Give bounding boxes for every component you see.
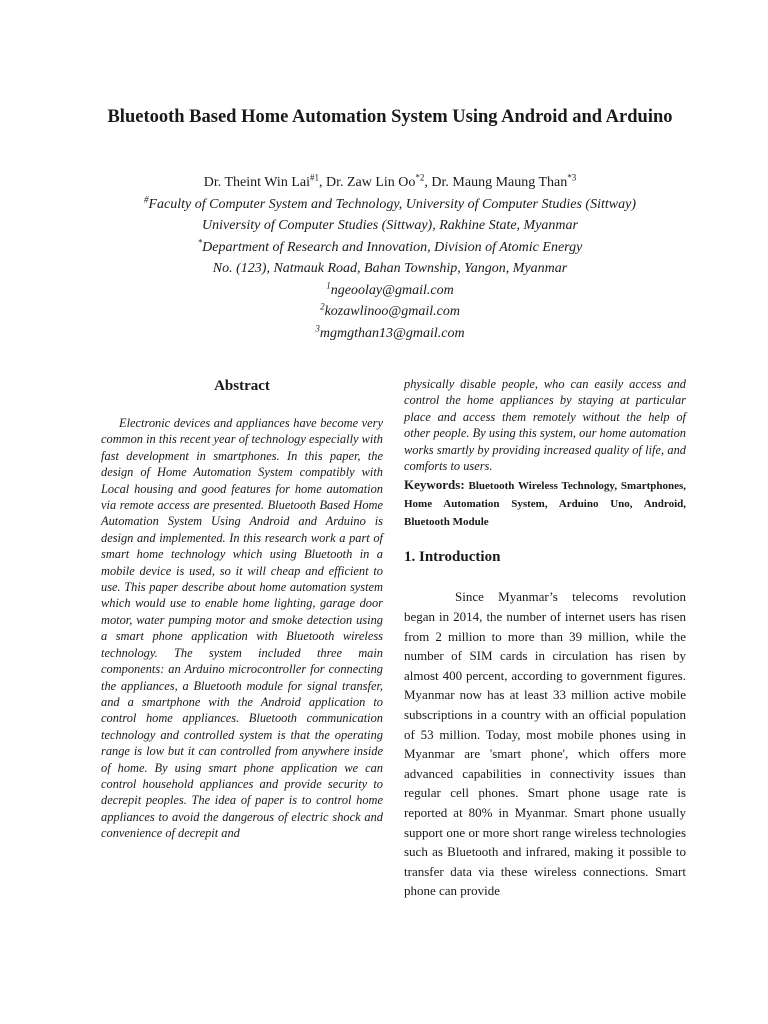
email-line (70, 301, 710, 323)
email-mark: 2 (320, 301, 325, 312)
email-text: ngeoolay@gmail.com (330, 282, 454, 298)
author-names (70, 172, 710, 194)
author-3: , Dr. Maung Maung Than (424, 175, 568, 190)
abstract-continuation: physically disable people, who can easily access and control the home appliances by staying at particular place and access them remotely without the help of other people. By using this system, our home automation works smartly by providing increased quality of life, and comforts to users. (404, 377, 686, 474)
affiliation-line (70, 215, 710, 237)
keywords (404, 476, 686, 531)
author-1-mark: #1 (309, 172, 319, 183)
paper-title: Bluetooth Based Home Automation System Using Android and Arduino (107, 107, 673, 127)
affiliation-text: No. (123), Natmauk Road, Bahan Township, Yangon, Myanmar (212, 261, 568, 276)
email-text: kozawlinoo@gmail.com (324, 304, 460, 319)
introduction-body: Since Myanmar’s telecoms revolution began in 2014, the number of internet users has risen from 2 million to more than 39 million, while the number of SIM cards in circulation has risen by almost 400 percent, according to government figures. Myanmar now has at least 33 million active mobile subscriptions in a country with an official population of 53 million. Today, most mobile phones using in Myanmar are 'smart phone', which offers more advanced capabilities in connectivity issues than regular cell phones. Smart phone usage rate is reported at 80% in Myanmar. Smart phone usually support one or more short range wireless technologies such as Bluetooth and infrared, making it possible to transfer data via these wireless connections. Smart phone can provide (404, 589, 686, 899)
affiliation-line (70, 258, 710, 280)
affiliation-line (70, 237, 710, 259)
affiliation-line (70, 194, 710, 216)
right-column (404, 376, 686, 901)
abstract-body: Electronic devices and appliances have become very common in this recent year of technology especially with fast development in smartphones. In this paper, the design of Home Automation System compatibly with Local housing and good features for home automation via remote access are presented. Bluetooth Based Home Automation System Using Android and Arduino is design and implemented. In this research work a part of smart home technology which using Bluetooth in a mobile device is used, so it will cheap and efficient to use. This paper describe about home automation system which would use to enable home lighting, garage door motor, water pumping motor and smoke detection using a smart phone application with Bluetooth wireless technology. The system included three main components: an Arduino microcontroller for connecting the appliances, a Bluetooth module for signal transfer, and a smartphone with the Android application to control home appliances. Bluetooth communication technology and controlled system is that the operating range is low but it can controlled from anywhere inside of home. By using smart phone application we can control household appliances and provide security to decrepit peoples. The idea of paper is to control home appliances to avoid the dangerous of electric shock and convenience of decrepit and (101, 416, 383, 841)
author-3-mark: *3 (567, 172, 577, 183)
author-1: Dr. Theint Win Lai (203, 175, 310, 190)
affiliation-text: Department of Research and Innovation, Division of Atomic Energy (202, 239, 583, 255)
email-text: mgmgthan13@gmail.com (319, 325, 465, 341)
email-mark: 3 (315, 322, 320, 333)
affiliation-mark: * (197, 236, 203, 247)
affiliation-mark: # (144, 193, 149, 204)
keywords-label: Keywords: (404, 477, 465, 493)
affiliation-text: University of Computer Studies (Sittway), Rakhine State, Myanmar (202, 218, 578, 233)
author-2: , Dr. Zaw Lin Oo (318, 175, 416, 190)
introduction-heading: 1. Introduction (404, 549, 501, 566)
keywords-text: Bluetooth Wireless Technology, Smartphones, Home Automation System, Arduino Uno, Android, Bluetooth Module (404, 480, 687, 529)
email-line (70, 323, 710, 345)
email-mark: 1 (326, 279, 331, 290)
affiliation-text: Faculty of Computer System and Technology, University of Computer Studies (Sittway) (148, 196, 636, 212)
abstract-heading: Abstract (214, 378, 270, 394)
author-block (70, 172, 710, 344)
email-line (70, 280, 710, 302)
left-column (101, 376, 383, 842)
author-2-mark: *2 (415, 172, 425, 183)
